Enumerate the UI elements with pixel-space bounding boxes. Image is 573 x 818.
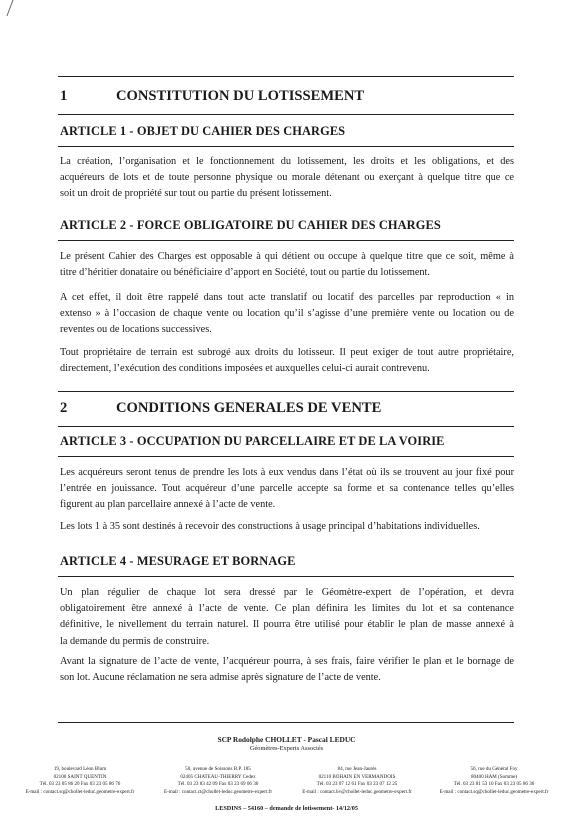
section-divider xyxy=(58,76,514,77)
paragraph: Les lots 1 à 35 sont destinés à recevoir des constructions à usage principal d’habitations individuelles. xyxy=(60,521,480,532)
office-address: 50, avenue de Soissons B.P. 185 02405 CHATEAU-THIERRY Cedex Tél. 03 23 83 42 09 Fax 03 23 69 06 36 E-mail : contact.ct@chollet-leduc.geometre-expert.fr xyxy=(163,766,273,795)
article-divider xyxy=(58,576,514,577)
section-divider xyxy=(58,114,514,115)
office-address: 56, rue du Général Foy 80400 HAM (Somme) Tél. 03 23 81 53 10 Fax 03 23 05 86 36 E-mail : contact.sq@chollet-leduc.geometre-expert.fr xyxy=(439,766,549,795)
office-address: 84, rue Jean-Jaurès 02110 BOHAIN EN VERMANDOIS Tél. 03 23 07 12 61 Fax 03 23 07 12 25 E-mail : contact.bv@chollet-leduc.geometre-expert.fr xyxy=(302,766,412,795)
article-divider xyxy=(58,240,514,241)
section-number: 1 xyxy=(60,88,68,104)
section-divider xyxy=(58,391,514,392)
scan-mark xyxy=(4,0,16,18)
section-heading xyxy=(60,88,364,105)
paragraph: Un plan régulier de chaque lot sera dressé par le Géomètre-expert de l’opération, et devra obligatoirement être annexé à l’acte de vente. Ce plan définira les limites du lot et sa contenance définitive, le nivellement du terrain naturel. Il pourra être utilisé pour établir le plan de masse annexé à la demande du permis de construire. xyxy=(60,587,514,647)
article-divider xyxy=(58,146,514,147)
article-title: ARTICLE 4 - MESURAGE ET BORNAGE xyxy=(60,554,296,568)
firm-subtitle: Géomètres-Experts Associés xyxy=(249,745,324,752)
section-number: 2 xyxy=(60,400,68,416)
paragraph: Les acquéreurs seront tenus de prendre les lots à eux vendus dans l’état où ils se trouvent au jour fixé pour l’entrée en jouissance. Tout acquéreur d’une parcelle accepte sa forme et sa contenance telles qu’elles figurent au plan parcellaire annexé à l’acte de vente. xyxy=(60,467,514,511)
article-divider xyxy=(58,456,514,457)
article-title: ARTICLE 3 - OCCUPATION DU PARCELLAIRE ET DE LA VOIRIE xyxy=(60,434,445,448)
section-title: CONSTITUTION DU LOTISSEMENT xyxy=(116,88,365,104)
article-title: ARTICLE 1 - OBJET DU CAHIER DES CHARGES xyxy=(60,124,346,138)
paragraph: La création, l’organisation et le fonctionnement du lotissement, les droits et les obligations, et des acquéreurs de lots et de toute personne physique ou morale détenant ou exerçant à quelque titre que ce soit un droit de propriété sur tout ou partie du présent lotissement. xyxy=(60,156,514,200)
paragraph: Avant la signature de l’acte de vente, l’acquéreur pourra, à ses frais, faire vérifier le plan et le bornage de son lot. Aucune réclamation ne sera admise après signature de l’acte de vente. xyxy=(60,656,514,684)
paragraph: Le présent Cahier des Charges est opposable à qui détient ou occupe à quelque titre que ce soit, même à titre d’héritier donataire ou bénéficiaire d’apport en Société, tout ou partie du lotissement. xyxy=(60,251,514,279)
office-address: 19, boulevard Léon Blum 02100 SAINT QUENTIN Tél. 03 23 05 86 20 Fax 03 23 05 86 76 E-mail : contact.sq@chollet-leduc.geometre-expert.fr xyxy=(25,766,135,795)
article-title: ARTICLE 2 - FORCE OBLIGATOIRE DU CAHIER DES CHARGES xyxy=(60,218,441,232)
paragraph: Tout propriétaire de terrain est subrogé aux droits du lotisseur. Il peut exiger de tout autre propriétaire, directement, l’exécution des conditions imposées et auxquelles celui-ci aurait contrevenu. xyxy=(60,347,514,375)
section-heading xyxy=(60,400,381,417)
footer-divider xyxy=(58,722,514,723)
firm-name: SCP Rodolphe CHOLLET - Pascal LEDUC xyxy=(217,735,356,744)
paragraph: A cet effet, il doit être rappelé dans tout acte translatif ou locatif des parcelles par reproduction « in extenso » à l’occasion de chaque vente ou location qu’il s’agisse d’une première vente ou location ou de reventes ou de locations successives. xyxy=(60,292,514,336)
document-reference: LESDINS – 54160 – demande de lotissement- 14/12/05 xyxy=(215,805,358,812)
section-divider xyxy=(58,426,514,427)
section-title: CONDITIONS GENERALES DE VENTE xyxy=(116,400,382,416)
